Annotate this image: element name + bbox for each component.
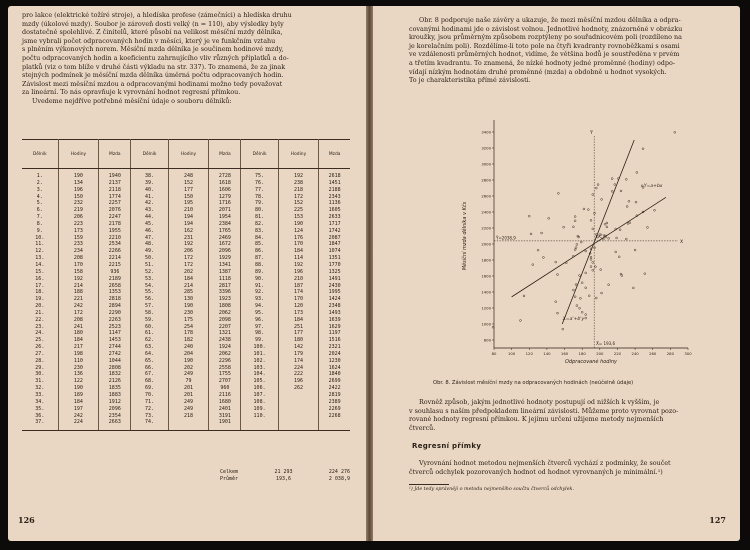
col-wage-1: 1940 2137 2118 1774 2257 2076 2247 2178 1955 2210 2534 2266 2214 2215 936 2189 2658 1353 2818 2894 2290 2263 2523 1147 1453 2744 2742 1044 2808 1832 2126 1835 1883 1912 2096 2354 2663 xyxy=(99,169,131,431)
x-tick-label: 280 xyxy=(666,351,674,356)
text-line: dostatečně spolehlivé. Z činitelů, které působí na velikost měsíční mzdy dělníka, xyxy=(22,28,283,37)
table-totals xyxy=(220,469,350,483)
y-tick-label: 3000 xyxy=(481,161,491,167)
data-point xyxy=(594,212,596,214)
totals-hours-sum: 21 293 xyxy=(274,469,293,475)
section-heading: Regresní přímky xyxy=(412,442,482,450)
col-header: Dělník xyxy=(131,140,168,169)
data-point xyxy=(585,317,587,319)
totals-avg-label: Průměr xyxy=(220,476,239,482)
col-worker-2: 38. 39. 40. 41. 42. 43. 44. 45. 46. 47. 48. 49. 50. 51. 52. 53. 54. 55. 56. 57. 58. 59. 60. 61. 62. 63. 64. 65. 66. 67. 68. 69. 70. 71. 72. 73. 74. xyxy=(131,169,168,431)
data-point xyxy=(642,148,644,150)
col-header: Hodiny xyxy=(168,140,209,169)
data-point xyxy=(572,289,574,291)
data-point xyxy=(583,208,585,210)
col-header: Hodiny xyxy=(58,140,99,169)
y-tick-label: 1000 xyxy=(481,321,491,327)
text-line: covanými hodinami jde o závislost volnou. Jednotlivé hodnoty, znázorněné v obrázku xyxy=(409,24,683,33)
data-point xyxy=(537,249,539,251)
data-point xyxy=(590,258,592,260)
y-axis-label: Měsíční mzda dělníka v Kčs xyxy=(462,201,468,271)
data-point xyxy=(674,131,676,133)
mean-x-label: X̄= 193,6 xyxy=(596,341,616,346)
data-point xyxy=(619,229,621,231)
data-point xyxy=(563,226,565,228)
x-tick-label: 160 xyxy=(560,351,569,356)
data-point xyxy=(608,284,610,286)
x-tick-label: 180 xyxy=(578,351,586,356)
col-header: Mzda xyxy=(319,140,350,169)
data-point xyxy=(530,233,532,235)
col-header: Hodiny xyxy=(278,140,319,169)
data-point xyxy=(587,209,589,211)
text-line: Rovněž způsob, jakým jednotlivé hodnoty postupují od nižších k vyšším, je xyxy=(419,398,660,406)
totals-wage-sum: 224 276 xyxy=(328,469,350,475)
data-point xyxy=(592,228,594,230)
y-tick-label: 2000 xyxy=(481,241,491,247)
footnote-rule xyxy=(409,484,449,485)
data-point xyxy=(555,301,557,303)
text-line: jsme vybrali počet odpracovaných hodin v měsíci, který je ve funkčním vztahu xyxy=(22,36,276,45)
data-point xyxy=(601,198,603,200)
right-intro-text xyxy=(409,16,725,85)
data-point xyxy=(611,178,613,180)
y-tick-label: 3400 xyxy=(481,129,491,135)
data-point xyxy=(579,275,581,277)
page-number-right: 127 xyxy=(709,515,726,525)
y-tick-label: 1800 xyxy=(481,257,491,263)
y-tick-label: 800 xyxy=(483,337,491,343)
y-tick-label: 3200 xyxy=(481,145,491,151)
data-point xyxy=(541,232,543,234)
data-point xyxy=(608,237,610,239)
x-tick-label: 140 xyxy=(543,351,551,356)
text-line: pro lakce (elektrické tožíré stroje), a hledíska profese (zámečníci) a hledíska druhu xyxy=(22,11,292,19)
right-page xyxy=(373,6,740,541)
text-line: je korelačním poli). Rozdělíme-li toto pole na čtyři kvadranty rovnoběžkami s osami xyxy=(409,41,680,50)
data-point xyxy=(532,264,534,266)
data-point xyxy=(611,190,613,192)
data-point xyxy=(542,256,544,258)
data-point xyxy=(634,249,636,251)
data-point xyxy=(574,249,576,251)
col-hours-2: 248 152 177 150 195 210 194 194 162 231 192 206 172 172 202 184 214 285 130 190 230 175 254 178 182 240 204 190 202 249 79 201 201 249 249 218 xyxy=(168,169,209,431)
data-point xyxy=(606,222,608,224)
right-paragraph-3 xyxy=(409,459,725,476)
data-point xyxy=(601,292,603,294)
data-point xyxy=(579,307,581,309)
text-line: platků (viz o tom blíže v druhé části výkladu na str. 337). To znamená, že za jinak xyxy=(22,62,286,71)
data-point xyxy=(562,328,564,330)
text-line: vídají nízkým hodnotám druhé proměnné (mzda) a obdobně u hodnot vysokých. xyxy=(409,67,667,76)
data-point xyxy=(635,201,637,203)
data-point xyxy=(646,226,648,228)
y-tick-label: 1600 xyxy=(481,273,491,279)
chart-axes xyxy=(461,120,692,365)
x-tick-label: 240 xyxy=(631,351,639,356)
data-point xyxy=(581,282,583,284)
text-line: Uvedeme nejdříve potřebné měsíční údaje o souboru dělníků: xyxy=(32,96,232,105)
data-point xyxy=(590,219,592,221)
regression-label-yx: Y=a+bx xyxy=(643,184,663,189)
data-point xyxy=(606,226,608,228)
data-point xyxy=(575,284,577,286)
text-line: čtverců odchylek pozorovaných hodnot od hodnot vyrovnaných je minimální.¹) xyxy=(409,467,663,476)
data-point xyxy=(592,261,594,263)
y-tick-label: 2600 xyxy=(481,193,491,199)
data-point xyxy=(620,190,622,192)
y-tick-label: 1200 xyxy=(481,305,491,311)
text-line: mzdy (úkolové mzdy). Soubor je zároveň dosti velký (n = 110), aby výsledky byly xyxy=(22,19,284,28)
data-point xyxy=(557,192,559,194)
footnote: ¹) Jde tedy správněji o metodu nejmenšího součtu čtverců odchylek. xyxy=(409,487,574,492)
figure-caption: Obr. 8. Závislost měsíční mzdy na odpracovaných hodinách (neúčelně údaje) xyxy=(433,380,634,386)
mean-axis-x-label: X xyxy=(680,239,684,245)
x-tick-label: 220 xyxy=(613,351,622,356)
center-point-label: (X̄,Ȳ) xyxy=(596,234,607,240)
col-header: Mzda xyxy=(99,140,131,169)
data-point xyxy=(579,297,581,299)
text-line: To je charakteristika přímé závislosti. xyxy=(409,76,531,85)
totals-sum-label: Celkem xyxy=(220,469,239,475)
data-point xyxy=(585,314,587,316)
right-paragraph-2 xyxy=(409,398,725,432)
mean-axis-y-label: Ȳ xyxy=(590,131,593,136)
totals-wage-avg: 2 038,9 xyxy=(328,476,350,482)
data-point xyxy=(585,287,587,289)
data-point xyxy=(616,237,618,239)
data-point xyxy=(594,266,596,268)
text-line: v souhlasu s naším předpokladem lineární závislosti. Můžeme proto vyrovnat pozo- xyxy=(409,406,679,415)
data-point xyxy=(581,311,583,313)
data-point xyxy=(576,243,578,245)
table-header-row xyxy=(22,140,350,169)
data-point xyxy=(628,200,630,202)
data-point xyxy=(523,295,525,297)
data-point xyxy=(572,226,574,228)
data-point xyxy=(588,295,590,297)
data-point xyxy=(625,178,627,180)
col-wage-2: 2728 1618 1606 1279 1716 2071 1954 2384 1765 2469 1672 2096 1929 1341 1387 1118 2817 3396 1923 1808 2062 2098 2207 1321 2438 1924 2062 2296 2558 1755 2707 960 2116 1680 2401 3191 1901 xyxy=(209,169,241,431)
chart-marks xyxy=(492,131,676,330)
table-body-row xyxy=(22,169,350,431)
x-tick-label: 120 xyxy=(525,351,533,356)
y-tick-label: 2400 xyxy=(481,209,491,215)
x-axis-label: Odpracované hodiny xyxy=(565,359,617,365)
data-point xyxy=(520,320,522,322)
col-hours-1: 190 134 196 150 232 219 206 223 173 159 233 234 208 170 158 192 214 188 221 242 172 208 241 180 184 217 198 110 230 136 122 190 189 184 197 242 224 xyxy=(58,169,99,431)
col-header: Mzda xyxy=(209,140,241,169)
data-point xyxy=(592,194,594,196)
data-point xyxy=(575,247,577,249)
data-point xyxy=(585,272,587,274)
left-intro-text xyxy=(22,11,350,106)
data-point xyxy=(644,273,646,275)
data-point xyxy=(625,238,627,240)
data-point xyxy=(626,206,628,208)
mean-y-label: Ȳ=2038,9 xyxy=(496,235,516,241)
data-point xyxy=(574,216,576,218)
data-point xyxy=(620,273,622,275)
data-point xyxy=(636,172,638,174)
data-point xyxy=(580,241,582,243)
scatter-chart xyxy=(456,116,696,374)
left-page xyxy=(8,6,366,541)
data-point xyxy=(594,247,596,249)
x-tick-label: 100 xyxy=(508,351,516,356)
text-line: počtu odpracovaných hodin a koeficientu zahrnujícího vliv různých příplatků a do- xyxy=(22,53,289,62)
regression-line-x-on-y xyxy=(562,140,634,324)
data-point xyxy=(615,251,617,253)
y-tick-label: 2800 xyxy=(481,177,491,183)
data-point xyxy=(565,262,567,264)
data-point xyxy=(595,187,597,189)
data-point xyxy=(600,269,602,271)
text-line: Obr. 8 podporuje naše závěry a ukazuje, že mezi měsíční mzdou dělníka a odpra- xyxy=(419,16,681,24)
data-point xyxy=(555,261,557,263)
data-point xyxy=(629,222,631,224)
data-point xyxy=(604,223,606,225)
text-line: s plněním výkonových norem. Měsíční mzda dělníka je součinem hodinové mzdy, xyxy=(22,45,284,54)
regression-line-y-on-x xyxy=(512,197,666,297)
data-point xyxy=(585,250,587,252)
col-worker-3: 75. 76. 77. 78. 79. 80. 81. 82. 83. 84. 85. 86. 87. 88. 89. 90. 91. 92. 93. 94. 95. 96. 97. 98. 99. 100. 101. 102. 103. 104. 105. 106. 107. 108. 109. 110. xyxy=(241,169,278,431)
text-line: kroužky, jsou průměrným způsobem rozptýleny po souřadnicovém poli (rozdíleno na xyxy=(409,33,682,42)
text-line: Závislost mezi měsíční mzdou a odpracovanými hodinami možno tedy považovat xyxy=(22,79,283,88)
y-tick-label: 1400 xyxy=(481,289,491,295)
data-point xyxy=(574,220,576,222)
data-point xyxy=(632,287,634,289)
data-point xyxy=(557,312,559,314)
data-point xyxy=(614,184,616,186)
x-tick-label: 300 xyxy=(684,351,692,356)
regression-label-xy: X=a'+b'y xyxy=(562,317,585,322)
text-line: a třetím kvadrantu. To znamená, že nízké hodnoty jedné proměnné (hodiny) odpo- xyxy=(409,58,675,67)
x-tick-label: 200 xyxy=(596,351,604,356)
data-point xyxy=(574,296,576,298)
totals-hours-avg: 193,6 xyxy=(275,476,292,482)
col-wage-3: 2618 1451 2188 2343 1136 1605 2633 1717 1742 2087 1847 1074 1351 1770 1325 1491 2430 1995 1424 2348 1493 1639 1629 1197 1516 2321 2024 1230 1624 1840 2699 2422 2819 2389 2269 2268 xyxy=(319,169,350,431)
text-line: čtverců. xyxy=(409,423,436,432)
data-point xyxy=(548,217,550,219)
text-line: rované hodnoty regresní přímkou. K jejímu určení užijeme metody nejmenších xyxy=(409,415,664,424)
data-point xyxy=(590,266,592,268)
col-header: Dělník xyxy=(22,140,58,169)
text-line: za lineární. To nás opravňuje k vyrovnání hodnot regresní přímkou. xyxy=(22,88,241,97)
text-line: Vyrovnání hodnot metodou nejmenších čtverců vychází z podmínky, že součet xyxy=(419,459,671,467)
y-tick-label: 2200 xyxy=(481,225,491,231)
x-tick-label: 260 xyxy=(649,351,657,356)
text-line: stejných podmínek je měsíční mzda dělníka úměrná počtu odpracovaných hodin. xyxy=(22,71,284,80)
wage-table xyxy=(22,139,350,431)
col-header: Dělník xyxy=(241,140,278,169)
x-tick-label: 80 xyxy=(491,351,497,356)
text-line: ve vzdálenosti průměrných hodnot, vidíme, že většina bodů je soustředěna v prvém xyxy=(409,50,680,59)
col-worker-1: 1. 2. 3. 4. 5. 6. 7. 8. 9. 10. 11. 12. 13. 14. 15. 16. 17. 18. 19. 20. 21. 22. 23. 24. 25. 26. 27. 28. 29. 30. 31. 32. 33. 34. 35. 36. 37. xyxy=(22,169,58,431)
data-point xyxy=(528,215,530,217)
page-number-left: 126 xyxy=(18,515,35,525)
data-point xyxy=(595,297,597,299)
data-point xyxy=(557,274,559,276)
data-point xyxy=(590,256,592,258)
col-hours-3: 192 238 218 172 152 225 153 190 124 176 170 184 114 192 196 210 187 174 170 120 173 184 251 177 180 142 179 174 224 222 196 262 xyxy=(278,169,319,431)
data-point xyxy=(576,305,578,307)
data-point xyxy=(654,209,656,211)
data-point xyxy=(592,269,594,271)
data-point xyxy=(597,184,599,186)
data-point xyxy=(618,256,620,258)
